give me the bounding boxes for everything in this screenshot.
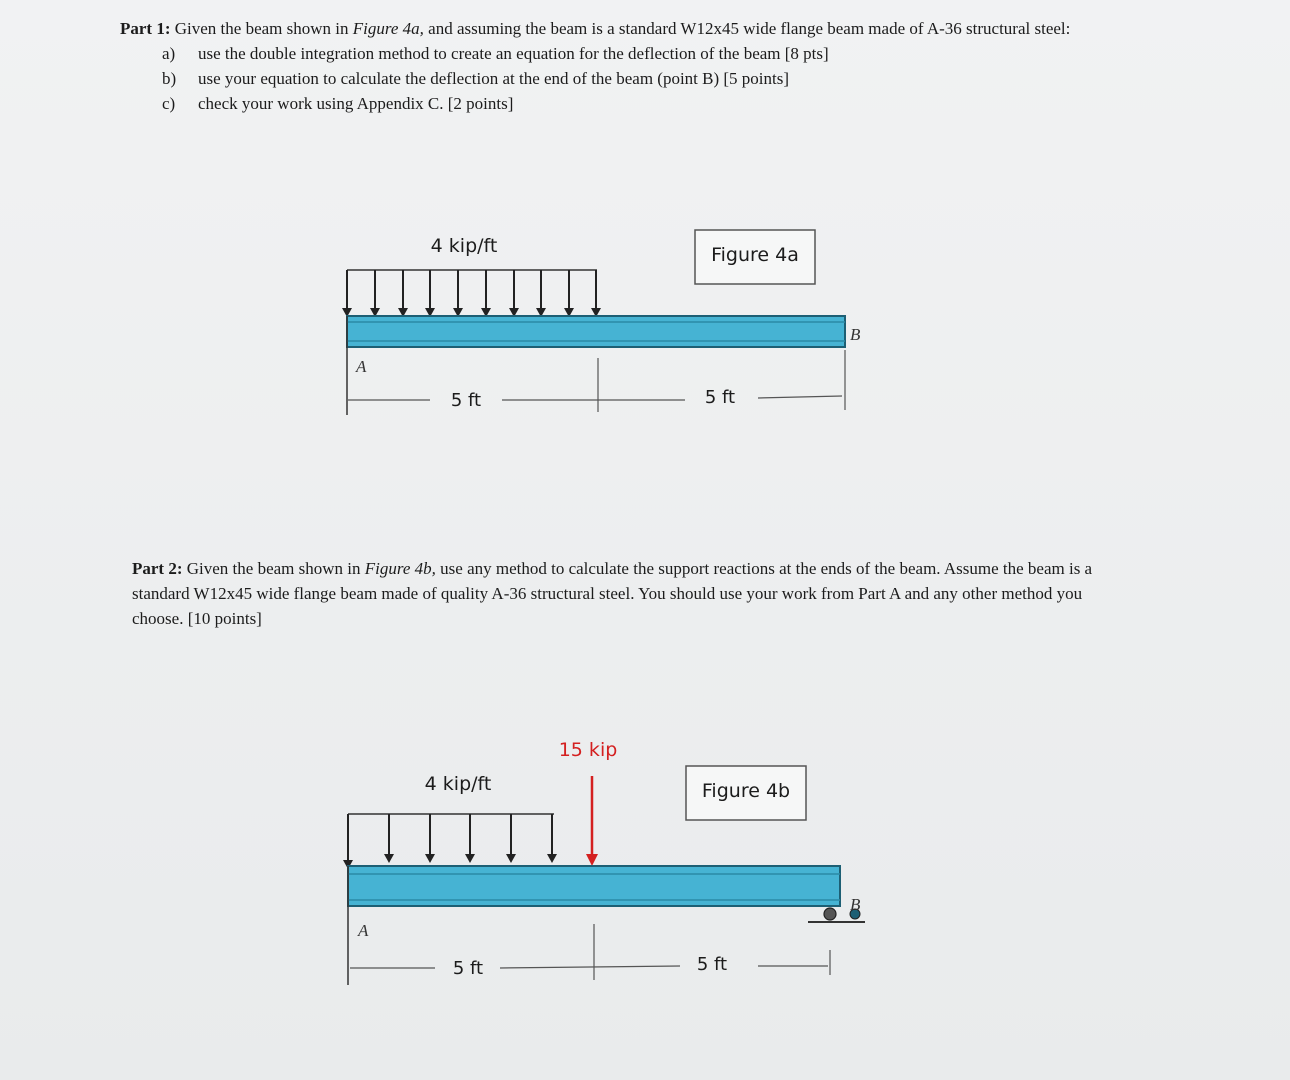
figure-4b-diagram bbox=[330, 730, 880, 1000]
part2-text-b: use any method to calculate the support reactions at the ends of the beam. Assume the beam is a standard W12x45 wide flange beam made of quality A-36 structural steel. You should use your work from Part A and any other method you choose. [10 points] bbox=[132, 559, 1093, 628]
dimension-lines-4a bbox=[348, 350, 845, 412]
part1-label: Part 1: bbox=[120, 19, 171, 38]
part2-label: Part 2: bbox=[132, 559, 183, 578]
point-load-arrow bbox=[586, 776, 598, 866]
figure-4a-diagram bbox=[330, 220, 870, 420]
part1-item-list bbox=[120, 41, 1120, 116]
item-letter: a) bbox=[162, 44, 176, 63]
part1-intro-a: Given the beam shown in bbox=[174, 19, 349, 38]
dimension-right-label: 5 ft bbox=[704, 387, 736, 408]
part1-item bbox=[162, 41, 1120, 66]
distributed-load-label: 4 kip/ft bbox=[430, 235, 498, 257]
item-text: use your equation to calculate the deflection at the end of the beam (point B) [5 points] bbox=[198, 69, 790, 88]
item-letter: b) bbox=[162, 69, 177, 88]
item-letter: c) bbox=[162, 94, 176, 113]
point-a-label: A bbox=[356, 357, 367, 376]
figure-4b-title: Figure 4b bbox=[701, 780, 791, 802]
dimension-left-label: 5 ft bbox=[450, 390, 482, 411]
dimension-right-label: 5 ft bbox=[696, 954, 728, 975]
beam-4a bbox=[347, 316, 845, 347]
part1-intro-b: and assuming the beam is a standard W12x45 wide flange beam made of A-36 structural steel: bbox=[428, 19, 1071, 38]
distributed-load-arrows bbox=[342, 270, 601, 317]
part2-problem bbox=[132, 556, 1112, 631]
point-b-label: B bbox=[850, 325, 861, 344]
point-load-label: 15 kip bbox=[558, 739, 618, 761]
figure-4a bbox=[330, 220, 870, 420]
item-text: check your work using Appendix C. [2 points] bbox=[198, 94, 514, 113]
dimension-left-label: 5 ft bbox=[452, 958, 484, 979]
point-a-label: A bbox=[358, 921, 369, 940]
figure-4a-title: Figure 4a bbox=[711, 244, 799, 266]
distributed-load-label: 4 kip/ft bbox=[424, 773, 492, 795]
part1-problem bbox=[120, 16, 1120, 116]
part2-figure-ref: Figure 4b, bbox=[364, 559, 436, 578]
part1-item bbox=[162, 91, 1120, 116]
part1-intro bbox=[120, 16, 1120, 41]
point-b-label: B bbox=[850, 895, 861, 914]
distributed-load-arrows bbox=[343, 814, 557, 869]
item-text: use the double integration method to create an equation for the deflection of the beam [8 pts] bbox=[198, 44, 829, 63]
part2-text-a: Given the beam shown in bbox=[186, 559, 361, 578]
figure-4b bbox=[330, 730, 880, 1000]
dimension-lines-4b bbox=[350, 924, 830, 980]
part1-item bbox=[162, 66, 1120, 91]
part1-figure-ref: Figure 4a, bbox=[352, 19, 424, 38]
beam-4b bbox=[348, 866, 840, 906]
